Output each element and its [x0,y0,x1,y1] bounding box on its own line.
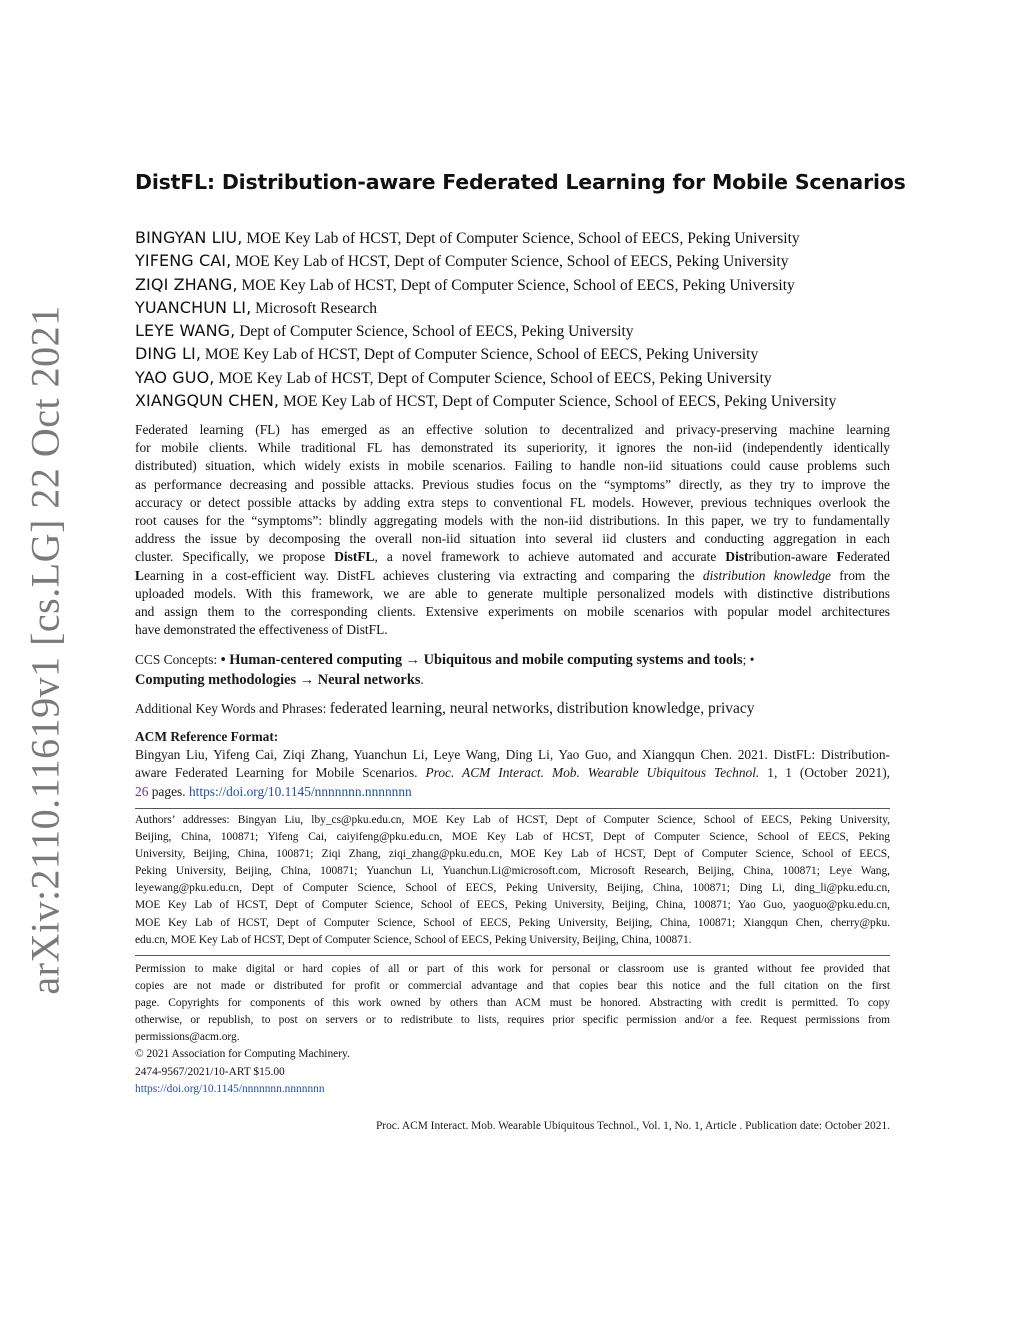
abstract-text: , a novel framework to achieve automated and accurate [374,549,726,565]
journal-name: Proc. ACM Interact. Mob. Wearable Ubiquitous Technol. [425,765,760,781]
abstract-line: for mobile clients. While traditional FL has demonstrated its superiority, it ignores the non-iid (independently identically [135,440,890,456]
doi-link[interactable]: https://doi.org/10.1145/nnnnnnn.nnnnnnn [135,1082,325,1095]
acm-reference-line [135,764,890,782]
address-line: MOE Key Lab of HCST, Dept of Computer Science, School of EECS, Peking University, Beijing, China, 100871; Xiangqun Chen, cherry@pku. [135,916,890,929]
permission-notice [135,961,890,1098]
keywords [135,700,895,718]
author-entry [135,342,925,365]
system-name: DistFL [334,549,375,565]
author-name: YUANCHUN LI, [135,297,252,317]
acm-reference-line [135,783,890,801]
abstract-line: root causes for the “symptoms”: blindly aggregating models with the non-iid distributions. In this paper, we try to fundamentally [135,512,890,528]
author-name: DING LI, [135,344,202,364]
permission-line: copies are not made or distributed for profit or commercial advantage and that copies bear this notice and the full citation on the first [135,980,890,993]
author-name: YIFENG CAI, [135,251,232,271]
ccs-label: CCS Concepts: [135,652,221,667]
abstract-line [135,548,890,566]
abstract-line: Federated learning (FL) has emerged as an effective solution to decentralized and privacy-preserving machine learning [135,422,890,437]
address-line: Authors’ addresses: Bingyan Liu, lby_cs@pku.edu.cn, MOE Key Lab of HCST, Dept of Computer Science, School of EECS, Peking University, [135,814,890,826]
arxiv-identifier[interactable]: arXiv:2110.11619v1 [cs.LG] 22 Oct 2021 [22,305,68,995]
author-entry [135,366,925,389]
acm-reference-line: Bingyan Liu, Yifeng Cai, Ziqi Zhang, Yuanchun Li, Leye Wang, Ding Li, Yao Guo, and Xiangqun Chen. 2021. DistFL: Distribution- [135,747,890,763]
author-affiliation: MOE Key Lab of HCST, Dept of Computer Science, School of EECS, Peking University [237,276,795,294]
abstract-line: address the issue by decomposing the overall non-iid situation into several iid clusters and conducting aggregation in each [135,531,890,547]
reference-text: pages. [148,783,189,799]
author-affiliation: Microsoft Research [251,299,377,317]
permission-line: permissions@acm.org. [135,1031,240,1044]
abstract [135,421,890,639]
emphasis-text: distribution knowledge [702,567,831,583]
doi-link[interactable]: https://doi.org/10.1145/nnnnnnn.nnnnnnn [188,783,412,799]
author-addresses [135,812,890,949]
author-list [135,226,925,412]
issn-line: 2474-9567/2021/10-ART $15.00 [135,1065,285,1078]
author-entry [135,249,925,272]
address-line: Peking University, Beijing, China, 100871; Yuanchun Li, Yuanchun.Li@microsoft.com, Microsoft Research, Beijing, China, 100871; Leye Wang, [135,865,890,878]
author-affiliation: MOE Key Lab of HCST, Dept of Computer Science, School of EECS, Peking University [279,393,837,411]
section-divider [135,808,890,809]
arxiv-side-stamp [0,305,90,995]
reference-text: aware Federated Learning for Mobile Scenarios. [135,765,426,781]
author-entry [135,226,925,249]
author-entry [135,319,925,342]
ccs-concept: Computing methodologies → Neural networks [135,672,421,688]
ccs-concept: • Human-centered computing → Ubiquitous and mobile computing systems and tools [220,652,743,668]
abstract-text: ribution-aware [748,549,837,565]
ccs-separator: ; • [742,652,755,667]
ccs-line [135,650,890,670]
author-affiliation: MOE Key Lab of HCST, Dept of Computer Science, School of EECS, Peking University [231,253,789,271]
abstract-text: from the [830,567,890,583]
address-line: leyewang@pku.edu.cn, Dept of Computer Science, School of EECS, Peking University, Beijing, China, 100871; Ding Li, ding_li@pku.edu.cn, [135,882,890,895]
author-affiliation: Dept of Computer Science, School of EECS, Peking University [235,323,634,341]
page-footer: Proc. ACM Interact. Mob. Wearable Ubiquitous Technol., Vol. 1, No. 1, Article . Publication date: October 2021. [375,1120,890,1132]
permission-line: Permission to make digital or hard copies of all or part of this work for personal or classroom use is granted without fee provided that [135,963,890,975]
abstract-line: distributed) situation, which widely exists in mobile scenarios. Failing to handle non-iid situations could cause problems such [135,458,890,474]
author-name: ZIQI ZHANG, [135,274,238,294]
acronym-letter: L [135,567,144,583]
ccs-end: . [420,672,424,687]
acm-reference [135,728,890,801]
acronym-letters: Dist [725,549,749,565]
author-entry [135,296,925,319]
reference-text: 1, 1 (October 2021), [759,765,890,781]
address-line: University, Beijing, China, 100871; Ziqi Zhang, ziqi_zhang@pku.edu.cn, MOE Key Lab of HCST, Dept of Computer Science, School of EECS, [135,848,890,861]
section-divider [135,955,890,956]
author-name: YAO GUO, [135,367,215,387]
abstract-text: cluster. Specifically, we propose [135,549,335,565]
keywords-label: Additional Key Words and Phrases: [135,701,330,716]
author-affiliation: MOE Key Lab of HCST, Dept of Computer Science, School of EECS, Peking University [201,346,759,364]
abstract-line: as performance decreasing and possible attacks. Previous studies focus on the “symptoms” directly, as they try to improve the [135,476,890,492]
abstract-line: uploaded models. With this framework, we are able to generate multiple personalized models with distinctive distributions [135,585,890,601]
address-line: MOE Key Lab of HCST, Dept of Computer Science, School of EECS, Peking University, Beijing, China, 100871; Yao Guo, yaoguo@pku.edu.cn, [135,899,890,912]
author-name: LEYE WANG, [135,321,236,341]
address-line: edu.cn, MOE Key Lab of HCST, Dept of Computer Science, School of EECS, Peking University, Beijing, China, 100871. [135,933,692,946]
ccs-concepts [135,650,890,690]
page-count-link[interactable]: 26 [135,783,149,799]
abstract-text: earning in a cost-efficient way. DistFL achieves clustering via extracting and comparing the [143,567,703,583]
paper-title: DistFL: Distribution-aware Federated Learning for Mobile Scenarios [135,170,906,194]
author-name: XIANGQUN CHEN, [135,391,280,411]
abstract-line: have demonstrated the effectiveness of DistFL. [135,622,388,638]
abstract-text: ederated [844,549,890,565]
acm-reference-heading: ACM Reference Format: [135,729,279,744]
author-affiliation: MOE Key Lab of HCST, Dept of Computer Science, School of EECS, Peking University [242,230,800,247]
abstract-line [135,567,890,585]
copyright-line: © 2021 Association for Computing Machinery. [135,1048,350,1061]
permission-line: otherwise, or republish, to post on servers or to redistribute to lists, requires prior specific permission and/or a fee. Request permissions from [135,1014,890,1027]
address-line: Beijing, China, 100871; Yifeng Cai, caiyifeng@pku.edu.cn, MOE Key Lab of HCST, Dept of Computer Science, School of EECS, Peking [135,831,890,844]
author-name: BINGYAN LIU, [135,228,243,247]
acronym-letter: F [836,549,845,565]
abstract-line: accuracy or detect possible attacks by adding extra steps to conventional FL models. However, previous techniques overlook the [135,494,890,510]
author-entry [135,389,925,412]
abstract-line: and assign them to the corresponding clients. Extensive experiments on mobile scenarios with popular model architectures [135,603,890,619]
author-entry [135,273,925,296]
keywords-value: federated learning, neural networks, distribution knowledge, privacy [329,700,755,717]
author-affiliation: MOE Key Lab of HCST, Dept of Computer Science, School of EECS, Peking University [214,369,772,387]
permission-line: page. Copyrights for components of this work owned by others than ACM must be honored. Abstracting with credit is permitted. To copy [135,997,890,1010]
ccs-line [135,670,890,690]
